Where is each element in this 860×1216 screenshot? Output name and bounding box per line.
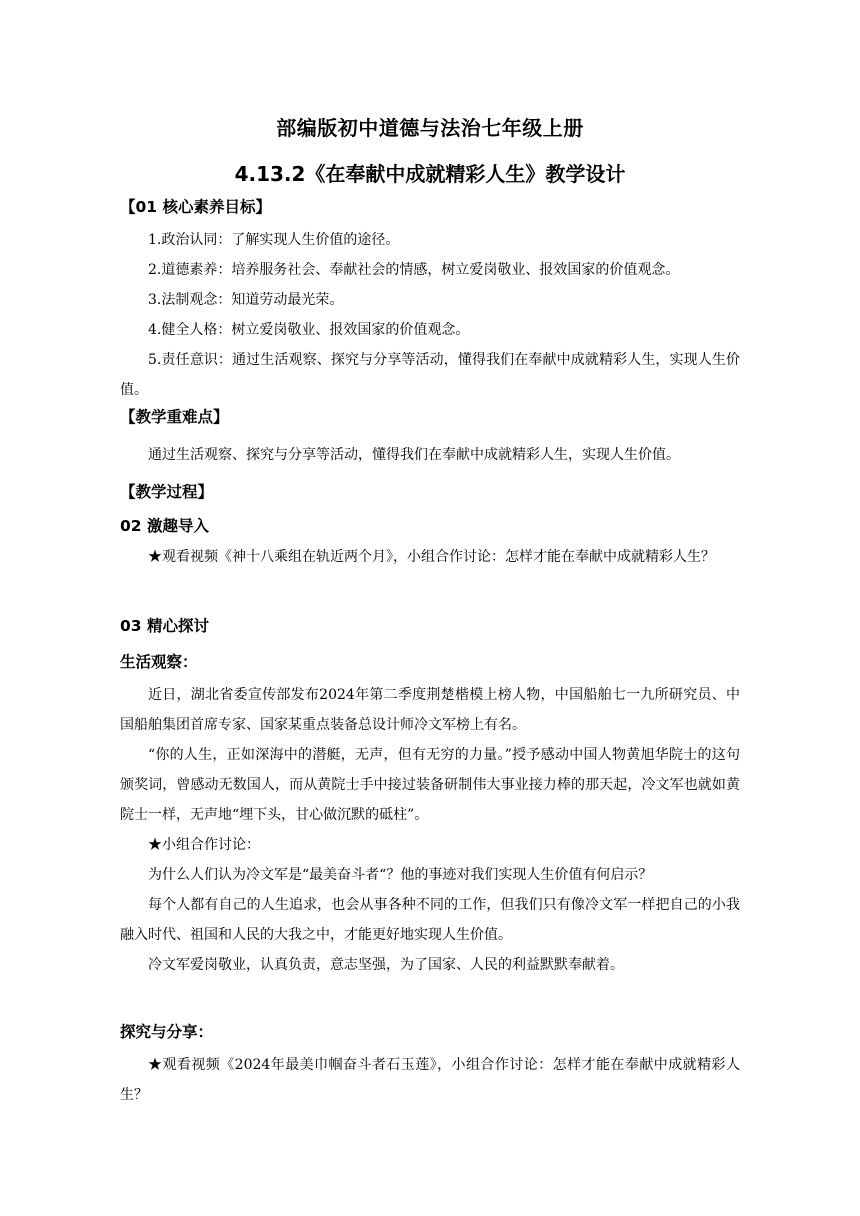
observe-paragraph: 为什么人们认为冷文军是“最美奋斗者“？他的事迹对我们实现人生价值有何启示？ bbox=[148, 867, 653, 883]
share-heading: 探究与分享： bbox=[120, 1023, 214, 1041]
key-points-text: 通过生活观察、探究与分享等活动，懂得我们在奉献中成就精彩人生，实现人生价值。 bbox=[148, 447, 680, 463]
key-points-heading: 【教学重难点】 bbox=[120, 408, 229, 426]
document-title: 部编版初中道德与法治七年级上册 bbox=[276, 116, 584, 140]
explore-heading: 03 精心探讨 bbox=[120, 617, 209, 635]
intro-heading: 02 激趣导入 bbox=[120, 517, 209, 535]
document-subtitle: 4.13.2《在奉献中成就精彩人生》教学设计 bbox=[234, 162, 626, 186]
goals-heading: 【01 核心素养目标】 bbox=[120, 198, 271, 216]
goal-item: 2.道德素养：培养服务社会、奉献社会的情感，树立爱岗敬业、报效国家的价值观念。 bbox=[148, 262, 680, 278]
observe-paragraph: “你的人生，正如深海中的潜艇，无声，但有无穷的力量。”授予感动中国人物黄旭华院士的这句颁奖词，曾感动无数国人，而从黄院士手中接过装备研制伟大事业接力棒的那天起，冷文军也就如黄院士一样，无声地“埋下头，甘心做沉默的砥柱”。 bbox=[120, 747, 740, 823]
goals-list bbox=[120, 225, 740, 405]
observe-paragraph: 冷文军爱岗敬业，认真负责，意志坚强，为了国家、人民的利益默默奉献着。 bbox=[148, 957, 624, 973]
discussion-label: ★小组合作讨论： bbox=[148, 837, 260, 853]
observe-heading: 生活观察： bbox=[120, 653, 198, 671]
goal-item: 1.政治认同：了解实现人生价值的途径。 bbox=[148, 232, 400, 248]
share-text: ★观看视频《2024年最美巾帼奋斗者石玉莲》，小组合作讨论：怎样才能在奉献中成就精彩人生？ bbox=[120, 1057, 740, 1103]
process-heading: 【教学过程】 bbox=[120, 483, 214, 501]
goal-item: 5.责任意识：通过生活观察、探究与分享等活动，懂得我们在奉献中成就精彩人生，实现人生价值。 bbox=[120, 352, 740, 398]
intro-text: ★观看视频《神十八乘组在轨近两个月》，小组合作讨论：怎样才能在奉献中成就精彩人生？ bbox=[148, 549, 715, 565]
goal-item: 3.法制观念：知道劳动最光荣。 bbox=[148, 292, 344, 308]
observe-section bbox=[120, 680, 740, 980]
observe-paragraph: 每个人都有自己的人生追求，也会从事各种不同的工作，但我们只有像冷文军一样把自己的小我融入时代、祖国和人民的大我之中，才能更好地实现人生价值。 bbox=[120, 897, 740, 943]
goal-item: 4.健全人格：树立爱岗敬业、报效国家的价值观念。 bbox=[148, 322, 470, 338]
observe-paragraph: 近日，湖北省委宣传部发布2024年第二季度荆楚楷模上榜人物，中国船舶七一九所研究员、中国船舶集团首席专家、国家某重点装备总设计师冷文军榜上有名。 bbox=[120, 687, 740, 733]
